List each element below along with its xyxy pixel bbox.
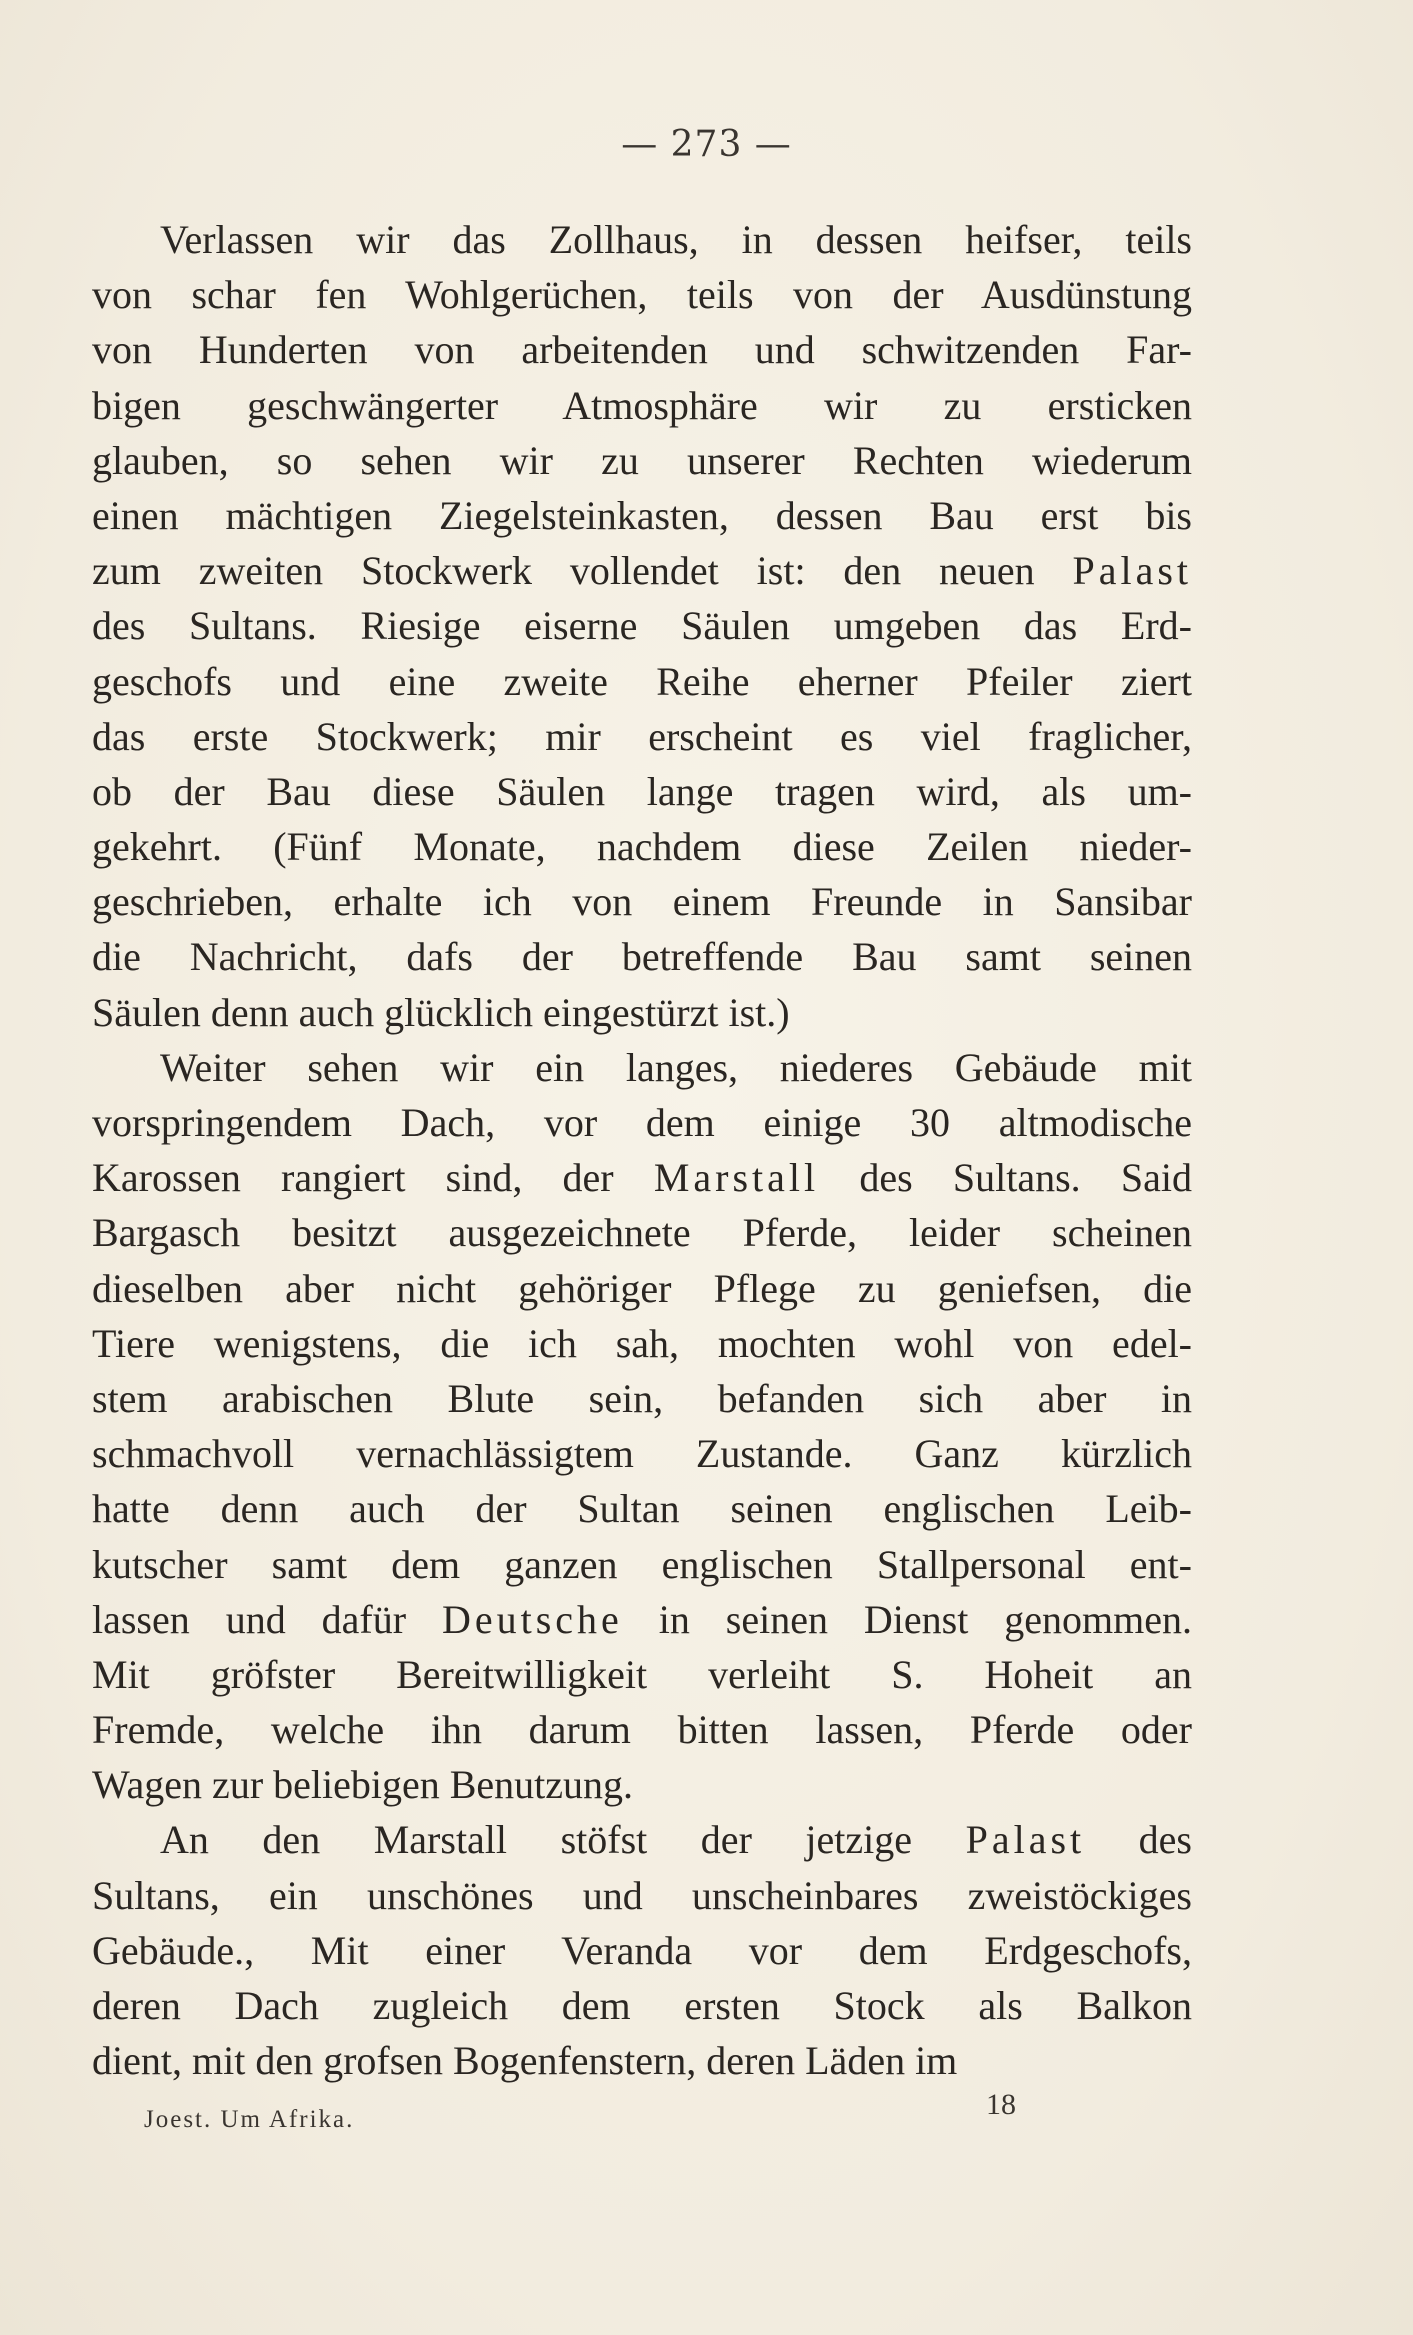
page-footer [0, 2088, 1413, 2148]
text-line: kutscher samt dem ganzen englischen Stallpersonal ent- [92, 1541, 1192, 1587]
text-line: ob der Bau diese Säulen lange tragen wird, als um- [92, 768, 1192, 814]
spaced-emphasis: Marstall [653, 1155, 820, 1201]
text-line: Säulen denn auch glücklich eingestürzt ist.) [92, 989, 790, 1035]
page-number: — 273 — [621, 124, 792, 165]
text-line: hatte denn auch der Sultan seinen englischen Leib- [92, 1486, 1192, 1532]
text-line: Karossen rangiert sind, der Marstall des Sultans. Said [92, 1155, 1192, 1201]
text-line: deren Dach zugleich dem ersten Stock als Balkon [92, 1983, 1192, 2028]
spaced-emphasis: Palast [1072, 548, 1192, 594]
text-line: vorspringendem Dach, vor dem einige 30 altmodische [92, 1100, 1192, 1145]
text-line: das erste Stockwerk; mir erscheint es viel fraglicher, [92, 713, 1192, 759]
text-line: An den Marstall stöfst der jetzige Palast des [160, 1817, 1192, 1863]
text-line: Weiter sehen wir ein langes, niederes Gebäude mit [160, 1044, 1192, 1090]
paragraph [92, 1040, 1192, 1813]
text-line: Fremde, welche ihn darum bitten lassen, Pferde oder [92, 1707, 1192, 1753]
text-line: bigen geschwängerter Atmosphäre wir zu ersticken [92, 382, 1192, 428]
text-line: geschrieben, erhalte ich von einem Freunde in Sansibar [92, 879, 1192, 925]
body-text [92, 212, 1192, 2088]
text-line: Bargasch besitzt ausgezeichnete Pferde, leider scheinen [92, 1210, 1192, 1256]
text-line: Tiere wenigstens, die ich sah, mochten wohl von edel- [92, 1320, 1192, 1366]
text-line: lassen und dafür Deutsche in seinen Dienst genommen. [92, 1596, 1193, 1642]
text-line: dient, mit den grofsen Bogenfenstern, deren Läden im [92, 2038, 958, 2084]
text-line: von Hunderten von arbeitenden und schwitzenden Far- [92, 327, 1192, 373]
text-line: Gebäude., Mit einer Veranda vor dem Erdgeschofs, [92, 1927, 1192, 1973]
paragraph [92, 1812, 1192, 2088]
text-line: die Nachricht, dafs der betreffende Bau samt seinen [92, 934, 1192, 980]
text-line: Wagen zur beliebigen Benutzung. [92, 1762, 634, 1808]
footer-signature: Joest. Um Afrika. [144, 2106, 355, 2133]
text-line: schmachvoll vernachlässigtem Zustande. Ganz kürzlich [92, 1431, 1192, 1477]
spaced-emphasis: Palast [965, 1817, 1086, 1863]
text-line: Mit gröfster Bereitwilligkeit verleiht S. Hoheit an [92, 1651, 1192, 1697]
text-line: des Sultans. Riesige eiserne Säulen umgeben das Erd- [92, 603, 1192, 649]
spaced-emphasis: Deutsche [441, 1596, 623, 1642]
text-line: glauben, so sehen wir zu unserer Rechten wiederum [92, 437, 1192, 483]
text-line: Verlassen wir das Zollhaus, in dessen heifser, teils [160, 217, 1192, 262]
text-line: einen mächtigen Ziegelsteinkasten, dessen Bau erst bis [92, 492, 1192, 538]
text-line: gekehrt. (Fünf Monate, nachdem diese Zeilen nieder- [92, 824, 1192, 870]
text-line: von schar fen Wohlgerüchen, teils von der Ausdünstung [92, 272, 1192, 318]
text-line: dieselben aber nicht gehöriger Pflege zu geniefsen, die [92, 1265, 1192, 1311]
text-line: stem arabischen Blute sein, befanden sich aber in [92, 1375, 1192, 1421]
paragraph [92, 212, 1192, 1040]
footer-sheet-number: 18 [986, 2088, 1016, 2121]
text-line: Sultans, ein unschönes und unscheinbares zweistöckiges [92, 1872, 1192, 1918]
text-line: geschofs und eine zweite Reihe eherner Pfeiler ziert [92, 658, 1192, 704]
text-line: zum zweiten Stockwerk vollendet ist: den neuen Palast [92, 548, 1192, 594]
